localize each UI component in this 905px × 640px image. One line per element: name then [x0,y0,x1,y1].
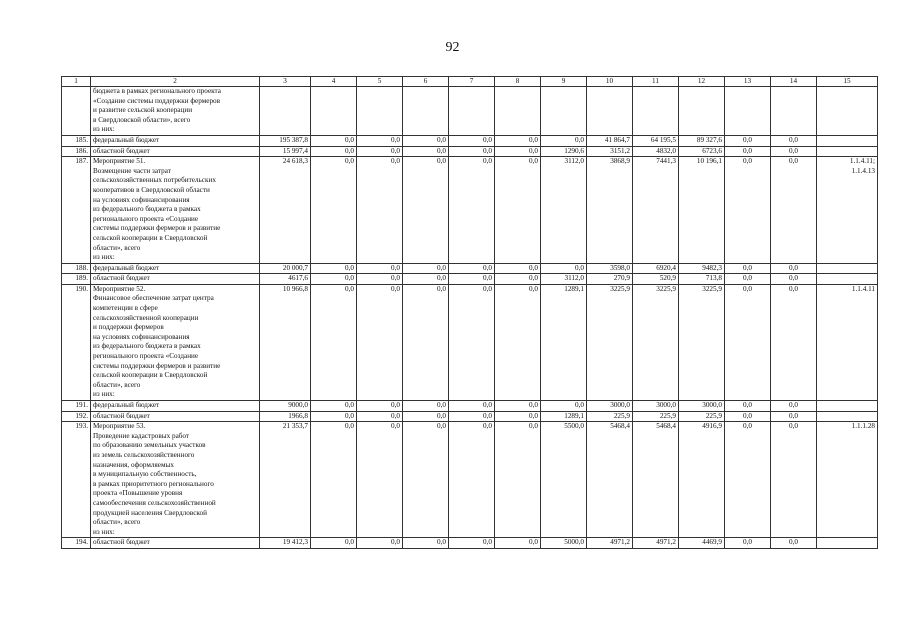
value-cell: 0,0 [357,135,403,146]
value-cell [541,87,587,136]
value-cell: 0,0 [357,146,403,157]
value-cell: 15 997,4 [260,146,311,157]
value-cell: 0,0 [449,411,495,422]
value-cell: 1290,6 [541,146,587,157]
row-number: 187. [62,157,91,264]
value-cell: 0,0 [311,411,357,422]
column-header: 8 [495,77,541,87]
row-number: 188. [62,263,91,274]
value-cell: 3112,0 [541,274,587,285]
row-description: федеральный бюджет [91,263,260,274]
value-cell: 0,0 [311,135,357,146]
value-cell: 10 966,8 [260,284,311,400]
value-cell: 270,9 [587,274,633,285]
value-cell: 0,0 [771,157,817,264]
column-header: 14 [771,77,817,87]
value-cell: 0,0 [541,401,587,412]
value-cell: 0,0 [495,263,541,274]
value-cell: 6920,4 [633,263,679,274]
value-cell: 0,0 [725,157,771,264]
value-cell: 0,0 [449,284,495,400]
value-cell: 0,0 [403,538,449,549]
row-description: Мероприятие 51. Возмещение части затрат сельскохозяйственных потребительских кооперативов в Свердловской области на условиях софинансирования из федерального бюджета в рамках регионального проекта «Создание системы поддержки фермеров и развитие сельской кооперации в Свердловской области», всего из них: [91,157,260,264]
value-cell: 10 196,1 [679,157,725,264]
table-row [62,87,878,136]
value-cell: 3225,9 [633,284,679,400]
value-cell: 713,8 [679,274,725,285]
value-cell: 0,0 [495,538,541,549]
value-cell: 0,0 [403,135,449,146]
value-cell: 4617,6 [260,274,311,285]
value-cell: 0,0 [725,263,771,274]
table-row [62,157,878,264]
goal-code [817,401,878,412]
value-cell [260,87,311,136]
value-cell: 0,0 [357,274,403,285]
value-cell: 0,0 [311,157,357,264]
column-header: 5 [357,77,403,87]
value-cell: 0,0 [449,263,495,274]
value-cell: 0,0 [495,274,541,285]
goal-code: 1.1.4.11 [817,284,878,400]
value-cell: 0,0 [495,411,541,422]
value-cell: 0,0 [541,135,587,146]
row-number [62,87,91,136]
value-cell: 0,0 [449,538,495,549]
value-cell: 0,0 [771,422,817,538]
value-cell: 0,0 [311,401,357,412]
row-description: федеральный бюджет [91,135,260,146]
value-cell: 4469,9 [679,538,725,549]
value-cell: 0,0 [311,538,357,549]
value-cell: 0,0 [311,274,357,285]
column-header: 9 [541,77,587,87]
value-cell: 0,0 [357,411,403,422]
row-number: 193. [62,422,91,538]
value-cell: 1289,1 [541,411,587,422]
value-cell: 0,0 [357,538,403,549]
value-cell: 4971,2 [633,538,679,549]
goal-code [817,87,878,136]
value-cell: 3112,0 [541,157,587,264]
value-cell: 0,0 [771,135,817,146]
value-cell [403,87,449,136]
row-number: 186. [62,146,91,157]
value-cell: 0,0 [771,146,817,157]
value-cell [449,87,495,136]
value-cell: 0,0 [403,263,449,274]
row-number: 194. [62,538,91,549]
page-number: 92 [445,40,460,55]
value-cell: 3151,2 [587,146,633,157]
goal-code [817,411,878,422]
value-cell: 7441,3 [633,157,679,264]
value-cell: 6723,6 [679,146,725,157]
value-cell: 0,0 [403,411,449,422]
value-cell: 3225,9 [587,284,633,400]
value-cell: 4916,9 [679,422,725,538]
value-cell: 0,0 [311,146,357,157]
value-cell: 0,0 [771,263,817,274]
value-cell: 0,0 [725,274,771,285]
table-row [62,135,878,146]
row-number: 190. [62,284,91,400]
value-cell [633,87,679,136]
value-cell: 0,0 [357,401,403,412]
table-row [62,538,878,549]
value-cell: 225,9 [633,411,679,422]
value-cell: 0,0 [357,284,403,400]
value-cell: 5000,0 [541,538,587,549]
value-cell: 0,0 [495,422,541,538]
column-header: 12 [679,77,725,87]
value-cell: 1966,8 [260,411,311,422]
value-cell [725,87,771,136]
value-cell: 0,0 [771,411,817,422]
value-cell: 0,0 [311,422,357,538]
value-cell: 0,0 [495,284,541,400]
value-cell: 0,0 [725,422,771,538]
value-cell: 0,0 [357,422,403,538]
goal-code [817,135,878,146]
value-cell: 0,0 [495,146,541,157]
value-cell: 64 195,5 [633,135,679,146]
value-cell: 0,0 [495,157,541,264]
column-header: 4 [311,77,357,87]
column-header: 15 [817,77,878,87]
value-cell: 0,0 [771,401,817,412]
value-cell: 0,0 [725,284,771,400]
value-cell: 0,0 [771,274,817,285]
row-number: 185. [62,135,91,146]
table-row [62,284,878,400]
value-cell: 9000,0 [260,401,311,412]
value-cell: 0,0 [403,284,449,400]
value-cell: 0,0 [357,157,403,264]
value-cell: 4971,2 [587,538,633,549]
column-header: 13 [725,77,771,87]
goal-code [817,538,878,549]
value-cell: 0,0 [771,284,817,400]
value-cell: 0,0 [403,146,449,157]
column-header: 1 [62,77,91,87]
row-description: Мероприятие 53. Проведение кадастровых работ по образованию земельных участков из земель сельскохозяйственного назначения, оформляемых в муниципальную собственность, в рамках приоритетного регионального проекта «Повышение уровня самообеспечения сельскохозяйственной продукцией населения Свердловской области», всего из них: [91,422,260,538]
value-cell [587,87,633,136]
goal-code: 1.1.1.28 [817,422,878,538]
value-cell: 225,9 [679,411,725,422]
value-cell: 3000,0 [633,401,679,412]
value-cell [495,87,541,136]
value-cell: 0,0 [495,135,541,146]
value-cell: 195 387,8 [260,135,311,146]
row-description: областной бюджет [91,146,260,157]
value-cell: 0,0 [725,538,771,549]
value-cell: 19 412,3 [260,538,311,549]
value-cell [311,87,357,136]
column-header: 3 [260,77,311,87]
value-cell: 0,0 [449,157,495,264]
column-header: 2 [91,77,260,87]
value-cell: 0,0 [311,263,357,274]
value-cell [357,87,403,136]
goal-code: 1.1.4.11; 1.1.4.13 [817,157,878,264]
row-number: 189. [62,274,91,285]
value-cell: 21 353,7 [260,422,311,538]
table-row [62,411,878,422]
value-cell: 9482,3 [679,263,725,274]
value-cell: 3868,9 [587,157,633,264]
value-cell: 3000,0 [587,401,633,412]
value-cell: 0,0 [725,401,771,412]
value-cell: 1289,1 [541,284,587,400]
value-cell: 0,0 [725,411,771,422]
row-number: 191. [62,401,91,412]
value-cell: 0,0 [449,422,495,538]
column-header: 10 [587,77,633,87]
row-description: областной бюджет [91,274,260,285]
value-cell: 0,0 [725,146,771,157]
value-cell [771,87,817,136]
table-row [62,401,878,412]
value-cell: 3225,9 [679,284,725,400]
value-cell: 5468,4 [587,422,633,538]
row-description: областной бюджет [91,411,260,422]
value-cell: 0,0 [403,422,449,538]
value-cell: 0,0 [403,157,449,264]
value-cell: 225,9 [587,411,633,422]
value-cell: 41 864,7 [587,135,633,146]
goal-code [817,274,878,285]
table-row [62,274,878,285]
column-header: 7 [449,77,495,87]
value-cell: 0,0 [725,135,771,146]
header-row [62,77,878,87]
value-cell: 0,0 [495,401,541,412]
value-cell: 0,0 [311,284,357,400]
value-cell: 0,0 [449,274,495,285]
budget-table [61,76,878,549]
row-description: бюджета в рамках регионального проекта «Создание системы поддержки фермеров и развитие сельской кооперации в Свердловской области», всего из них: [91,87,260,136]
column-header: 6 [403,77,449,87]
value-cell: 0,0 [449,135,495,146]
value-cell: 0,0 [403,401,449,412]
value-cell: 3000,0 [679,401,725,412]
table-row [62,146,878,157]
value-cell: 0,0 [541,263,587,274]
value-cell: 24 618,3 [260,157,311,264]
value-cell: 5500,0 [541,422,587,538]
value-cell: 20 000,7 [260,263,311,274]
table-row [62,263,878,274]
value-cell [679,87,725,136]
value-cell: 89 327,6 [679,135,725,146]
value-cell: 0,0 [403,274,449,285]
column-header: 11 [633,77,679,87]
value-cell: 0,0 [449,146,495,157]
value-cell: 4832,0 [633,146,679,157]
value-cell: 0,0 [449,401,495,412]
goal-code [817,263,878,274]
row-description: федеральный бюджет [91,401,260,412]
goal-code [817,146,878,157]
row-description: Мероприятие 52. Финансовое обеспечение затрат центра компетенции в сфере сельскохозяйственной кооперации и поддержки фермеров на условиях софинансирования из федерального бюджета в рамках регионального проекта «Создание системы поддержки фермеров и развитие сельской кооперации в Свердловской области», всего из них: [91,284,260,400]
value-cell: 520,9 [633,274,679,285]
row-description: областной бюджет [91,538,260,549]
table-row [62,422,878,538]
value-cell: 0,0 [357,263,403,274]
value-cell: 5468,4 [633,422,679,538]
value-cell: 3598,0 [587,263,633,274]
row-number: 192. [62,411,91,422]
value-cell: 0,0 [771,538,817,549]
